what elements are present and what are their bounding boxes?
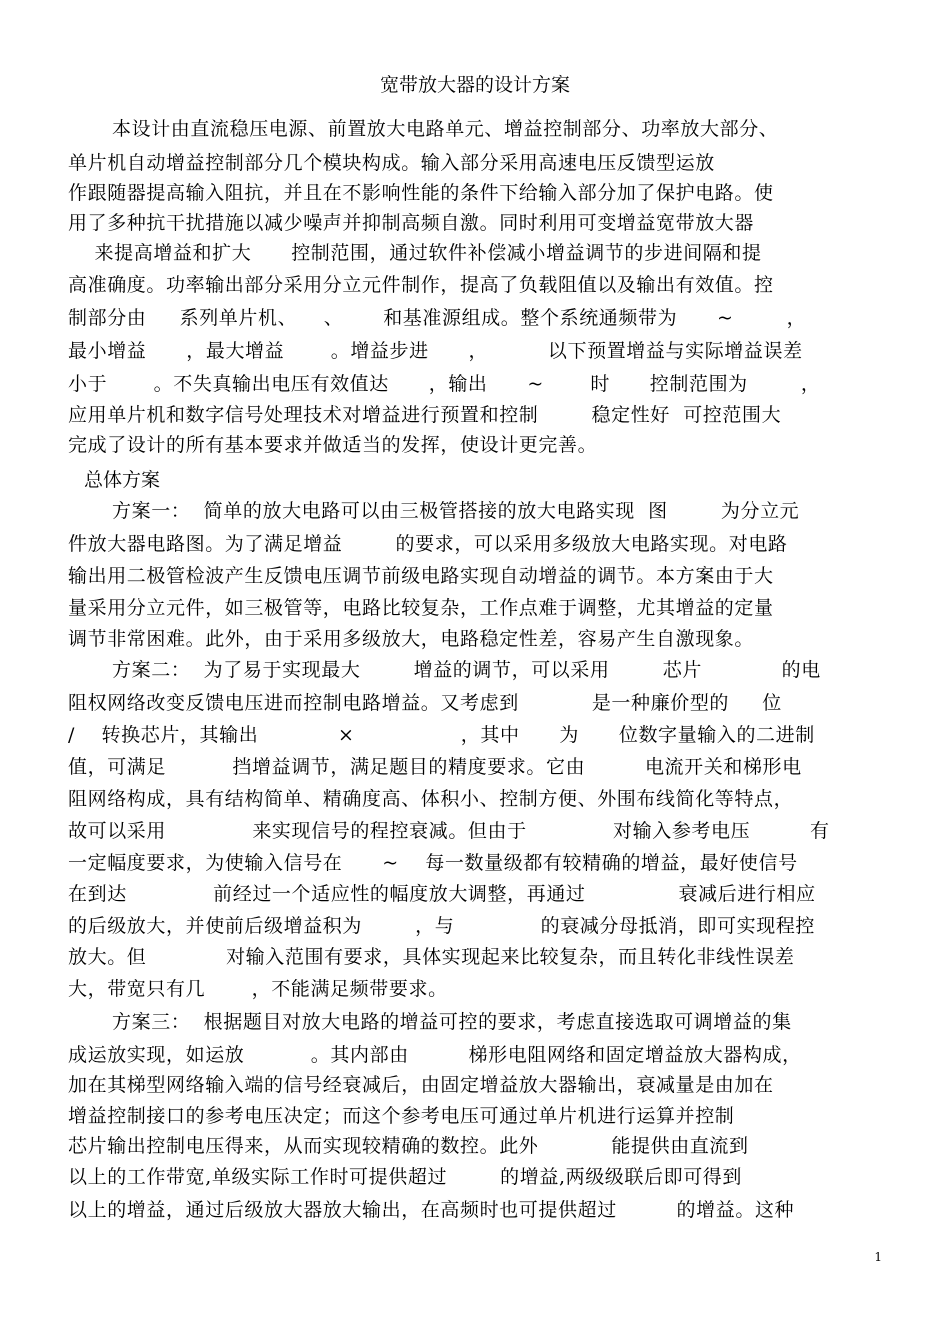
text-line: 方案一： 简单的放大电路可以由三极管搭接的放大电路实现 图 为分立元 — [112, 500, 800, 522]
text-line: 加在其梯型网络输入端的信号经衰减后，由固定增益放大器输出，衰减量是由加在 — [68, 1074, 774, 1096]
page-number: 1 — [874, 1250, 882, 1264]
text-line: 放大。但 对输入范围有要求，具体实现起来比较复杂，而且转化非线性误差 — [68, 946, 795, 968]
text-line: 芯片输出控制电压得来，从而实现较精确的数控。此外 能提供由直流到 — [68, 1135, 749, 1157]
text-line: / 转换芯片，其输出 × ，其中 为 位数字量输入的二进制 — [68, 724, 815, 746]
text-line: 阻网络构成，具有结构简单、精确度高、体积小、控制方便、外围布线简化等特点， — [68, 788, 794, 810]
text-line: 制部分由 系列单片机、 、 和基准源组成。整个系统通频带为 ~ ， — [68, 307, 807, 329]
section-heading: 总体方案 — [84, 469, 161, 491]
text-line: 故可以采用 来实现信号的程控衰减。但由于 对输入参考电压 有 — [68, 820, 830, 842]
text-line: 以上的增益，通过后级放大器放大输出，在高频时也可提供超过 的增益。这种 — [68, 1199, 795, 1221]
text-line: 大，带宽只有几 ，不能满足频带要求。 — [68, 978, 448, 1000]
text-line: 方案三： 根据题目对放大电路的增益可控的要求，考虑直接选取可调增益的集 — [112, 1011, 792, 1033]
text-line: 完成了设计的所有基本要求并做适当的发挥，使设计更完善。 — [68, 434, 598, 456]
text-line: 用了多种抗干扰措施以减少噪声并抑制高频自激。同时利用可变增益宽带放大器 — [68, 212, 755, 234]
text-line: 阻权网络改变反馈电压进而控制电路增益。又考虑到 是一种廉价型的 位 — [68, 692, 782, 714]
text-line: 应用单片机和数字信号处理技术对增益进行预置和控制 稳定性好 可控范围大 — [68, 404, 782, 426]
text-line: 输出用二极管检波产生反馈电压调节前级电路实现自动增益的调节。本方案由于大 — [68, 565, 774, 587]
text-line: 成运放实现，如运放 。其内部由 梯形电阻网络和固定增益放大器构成， — [68, 1044, 802, 1066]
text-line: 最小增益 ，最大增益 。增益步进 ， 以下预置增益与实际增益误差 — [68, 340, 803, 362]
text-line: 以上的工作带宽,单级实际工作时可提供超过 的增益,两级级联后即可得到 — [68, 1166, 742, 1188]
text-line: 高准确度。功率输出部分采用分立元件制作，提高了负载阻值以及输出有效值。控 — [68, 274, 774, 296]
text-line: 来提高增益和扩大 控制范围，通过软件补偿减小增益调节的步进间隔和提 — [68, 242, 762, 264]
text-line: 的后级放大，并使前后级增益积为 ，与 的衰减分母抵消，即可实现程控 — [68, 915, 816, 937]
document-title: 宽带放大器的设计方案 — [379, 74, 570, 96]
text-line: 增益控制接口的参考电压决定；而这个参考电压可通过单片机进行运算并控制 — [68, 1105, 735, 1127]
text-line: 量采用分立元件，如三极管等，电路比较复杂，工作点难于调整，尤其增益的定量 — [68, 597, 774, 619]
text-line: 值，可满足 挡增益调节，满足题目的精度要求。它由 电流开关和梯形电 — [68, 756, 802, 778]
text-line: 在到达 前经过一个适应性的幅度放大调整，再通过 衰减后进行相应 — [68, 883, 816, 905]
text-line: 调节非常困难。此外，由于采用多级放大，电路稳定性差，容易产生自激现象。 — [68, 628, 755, 650]
text-line: 方案二： 为了易于实现最大 增益的调节，可以采用 芯片 的电 — [112, 659, 821, 681]
text-line: 本设计由直流稳压电源、前置放大电路单元、增益控制部分、功率放大部分、 — [112, 118, 779, 140]
text-line: 小于 。不失真输出电压有效值达 ，输出 ~ 时 控制范围为 ， — [68, 373, 821, 395]
text-line: 作跟随器提高输入阻抗，并且在不影响性能的条件下给输入部分加了保护电路。使 — [68, 182, 774, 204]
text-line: 件放大器电路图。为了满足增益 的要求，可以采用多级放大电路实现。对电路 — [68, 533, 788, 555]
text-line: 单片机自动增益控制部分几个模块构成。输入部分采用高速电压反馈型运放 — [68, 152, 715, 174]
text-line: 一定幅度要求，为使输入信号在 ~ 每一数量级都有较精确的增益，最好使信号 — [68, 852, 798, 874]
